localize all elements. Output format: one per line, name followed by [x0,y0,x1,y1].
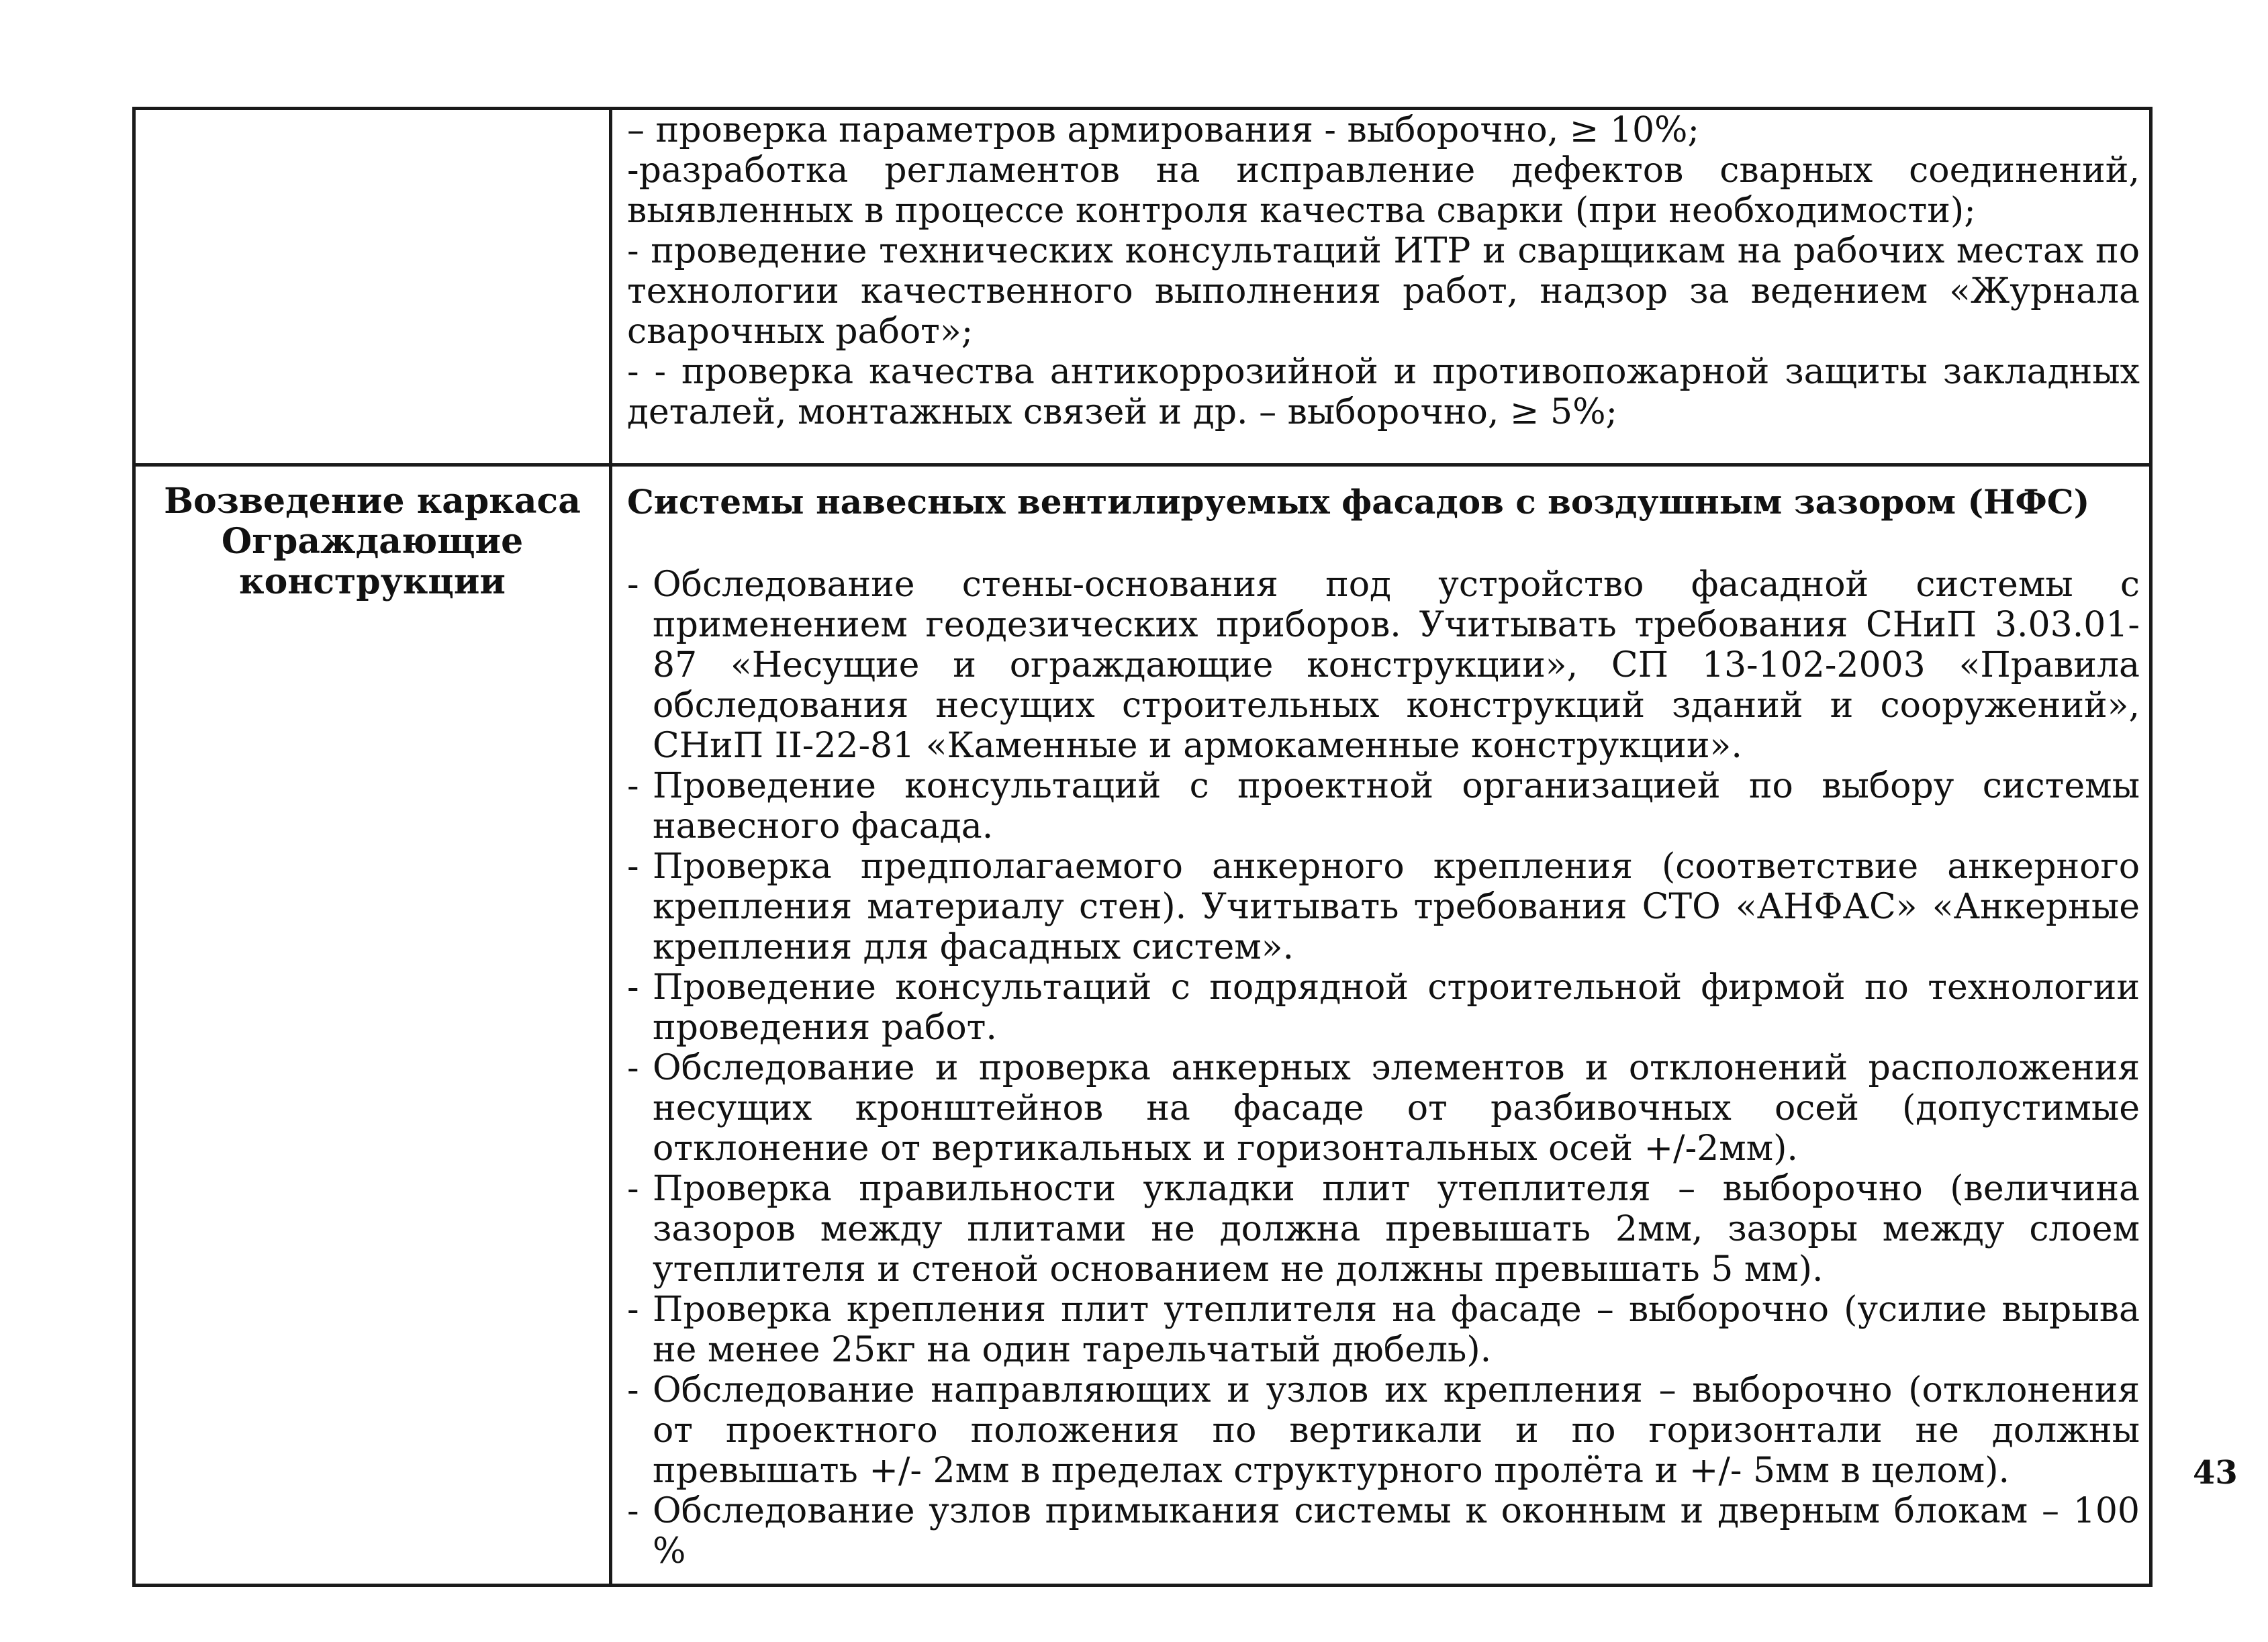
table-row [134,109,2151,465]
list-item-text: Обследование направляющих и узлов их крепления – выборочно (отклонения от проектного положения по вертикали и по горизонтали не должны превышать +/- 2мм в пределах структурного пролёта и +/- 5мм в целом). [653,1370,2140,1491]
list-item-text: Обследование узлов примыкания системы к оконным и дверным блокам – 100 % [653,1491,2140,1572]
list-item [627,967,2140,1048]
list-item [627,565,2140,766]
list-item [627,1169,2140,1290]
stage-title [136,467,609,602]
list-item-text: Обследование стены-основания под устройство фасадной системы с применением геодезических приборов. Учитывать требования СНиП 3.03.01-87 «Несущие и ограждающие конструкции», СП 13-102-2003 «Правила обследования несущих строительных конструкций зданий и сооружений», СНиП II-22-81 «Каменные и армокаменные конструкции». [653,565,2140,766]
stage-title-line: Возведение каркаса [164,481,581,522]
requirements-cell [611,109,2151,465]
list-dash: - [627,766,639,806]
stage-cell-empty [134,109,611,465]
stage-title-line: конструкции [239,561,506,602]
requirements-cell [611,465,2151,1586]
list-dash: - [627,847,639,887]
section-heading: Системы навесных вентилируемых фасадов с воздушным зазором (НФС) [627,482,2090,522]
spacer [612,523,2149,565]
requirement-line: - проведение технических консультаций ИТР и сварщикам на рабочих местах по технологии качественного выполнения работ, надзор за ведением «Журнала сварочных работ»; [627,231,2140,352]
list-item-text: Проведение консультаций с проектной организацией по выбору системы навесного фасада. [653,766,2140,847]
list-item [627,766,2140,847]
inspection-table [132,107,2153,1587]
list-item-text: Обследование и проверка анкерных элементов и отклонений расположения несущих кронштейнов на фасаде от разбивочных осей (допустимые отклонение от вертикальных и горизонтальных осей +/-2мм). [653,1048,2140,1169]
requirement-line: - - проверка качества антикоррозийной и противопожарной защиты закладных деталей, монтажных связей и др. – выборочно, ≥ 5%; [627,352,2140,432]
requirement-line: -разработка регламентов на исправление дефектов сварных соединений, выявленных в процессе контроля качества сварки (при необходимости); [627,150,2140,231]
stage-title-line: Ограждающие [221,521,524,562]
list-item [627,1491,2140,1572]
list-dash: - [627,1169,639,1209]
list-item [627,1370,2140,1491]
list-dash: - [627,565,639,605]
list-dash: - [627,1048,639,1088]
table-row [134,465,2151,1586]
list-dash: - [627,967,639,1008]
list-item-text: Проверка крепления плит утеплителя на фасаде – выборочно (усилие вырыва не менее 25кг на один тарельчатый дюбель). [653,1290,2140,1370]
list-item [627,1290,2140,1370]
list-dash: - [627,1370,639,1410]
list-item-text: Проверка предполагаемого анкерного крепления (соответствие анкерного крепления материалу стен). Учитывать требования СТО «АНФАС» «Анкерные крепления для фасадных систем». [653,847,2140,967]
list-item-text: Проверка правильности укладки плит утеплителя – выборочно (величина зазоров между плитами не должна превышать 2мм, зазоры между слоем утеплителя и стеной основанием не должны превышать 5 мм). [653,1169,2140,1290]
stage-cell [134,465,611,1586]
list-item [627,1048,2140,1169]
list-item [627,847,2140,967]
requirements-list [612,565,2149,1584]
page-number: 43 [2193,1454,2238,1492]
list-dash: - [627,1290,639,1330]
list-item-text: Проведение консультаций с подрядной строительной фирмой по технологии проведения работ. [653,967,2140,1048]
requirement-line: – проверка параметров армирования - выборочно, ≥ 10%; [627,110,1699,150]
list-dash: - [627,1491,639,1531]
